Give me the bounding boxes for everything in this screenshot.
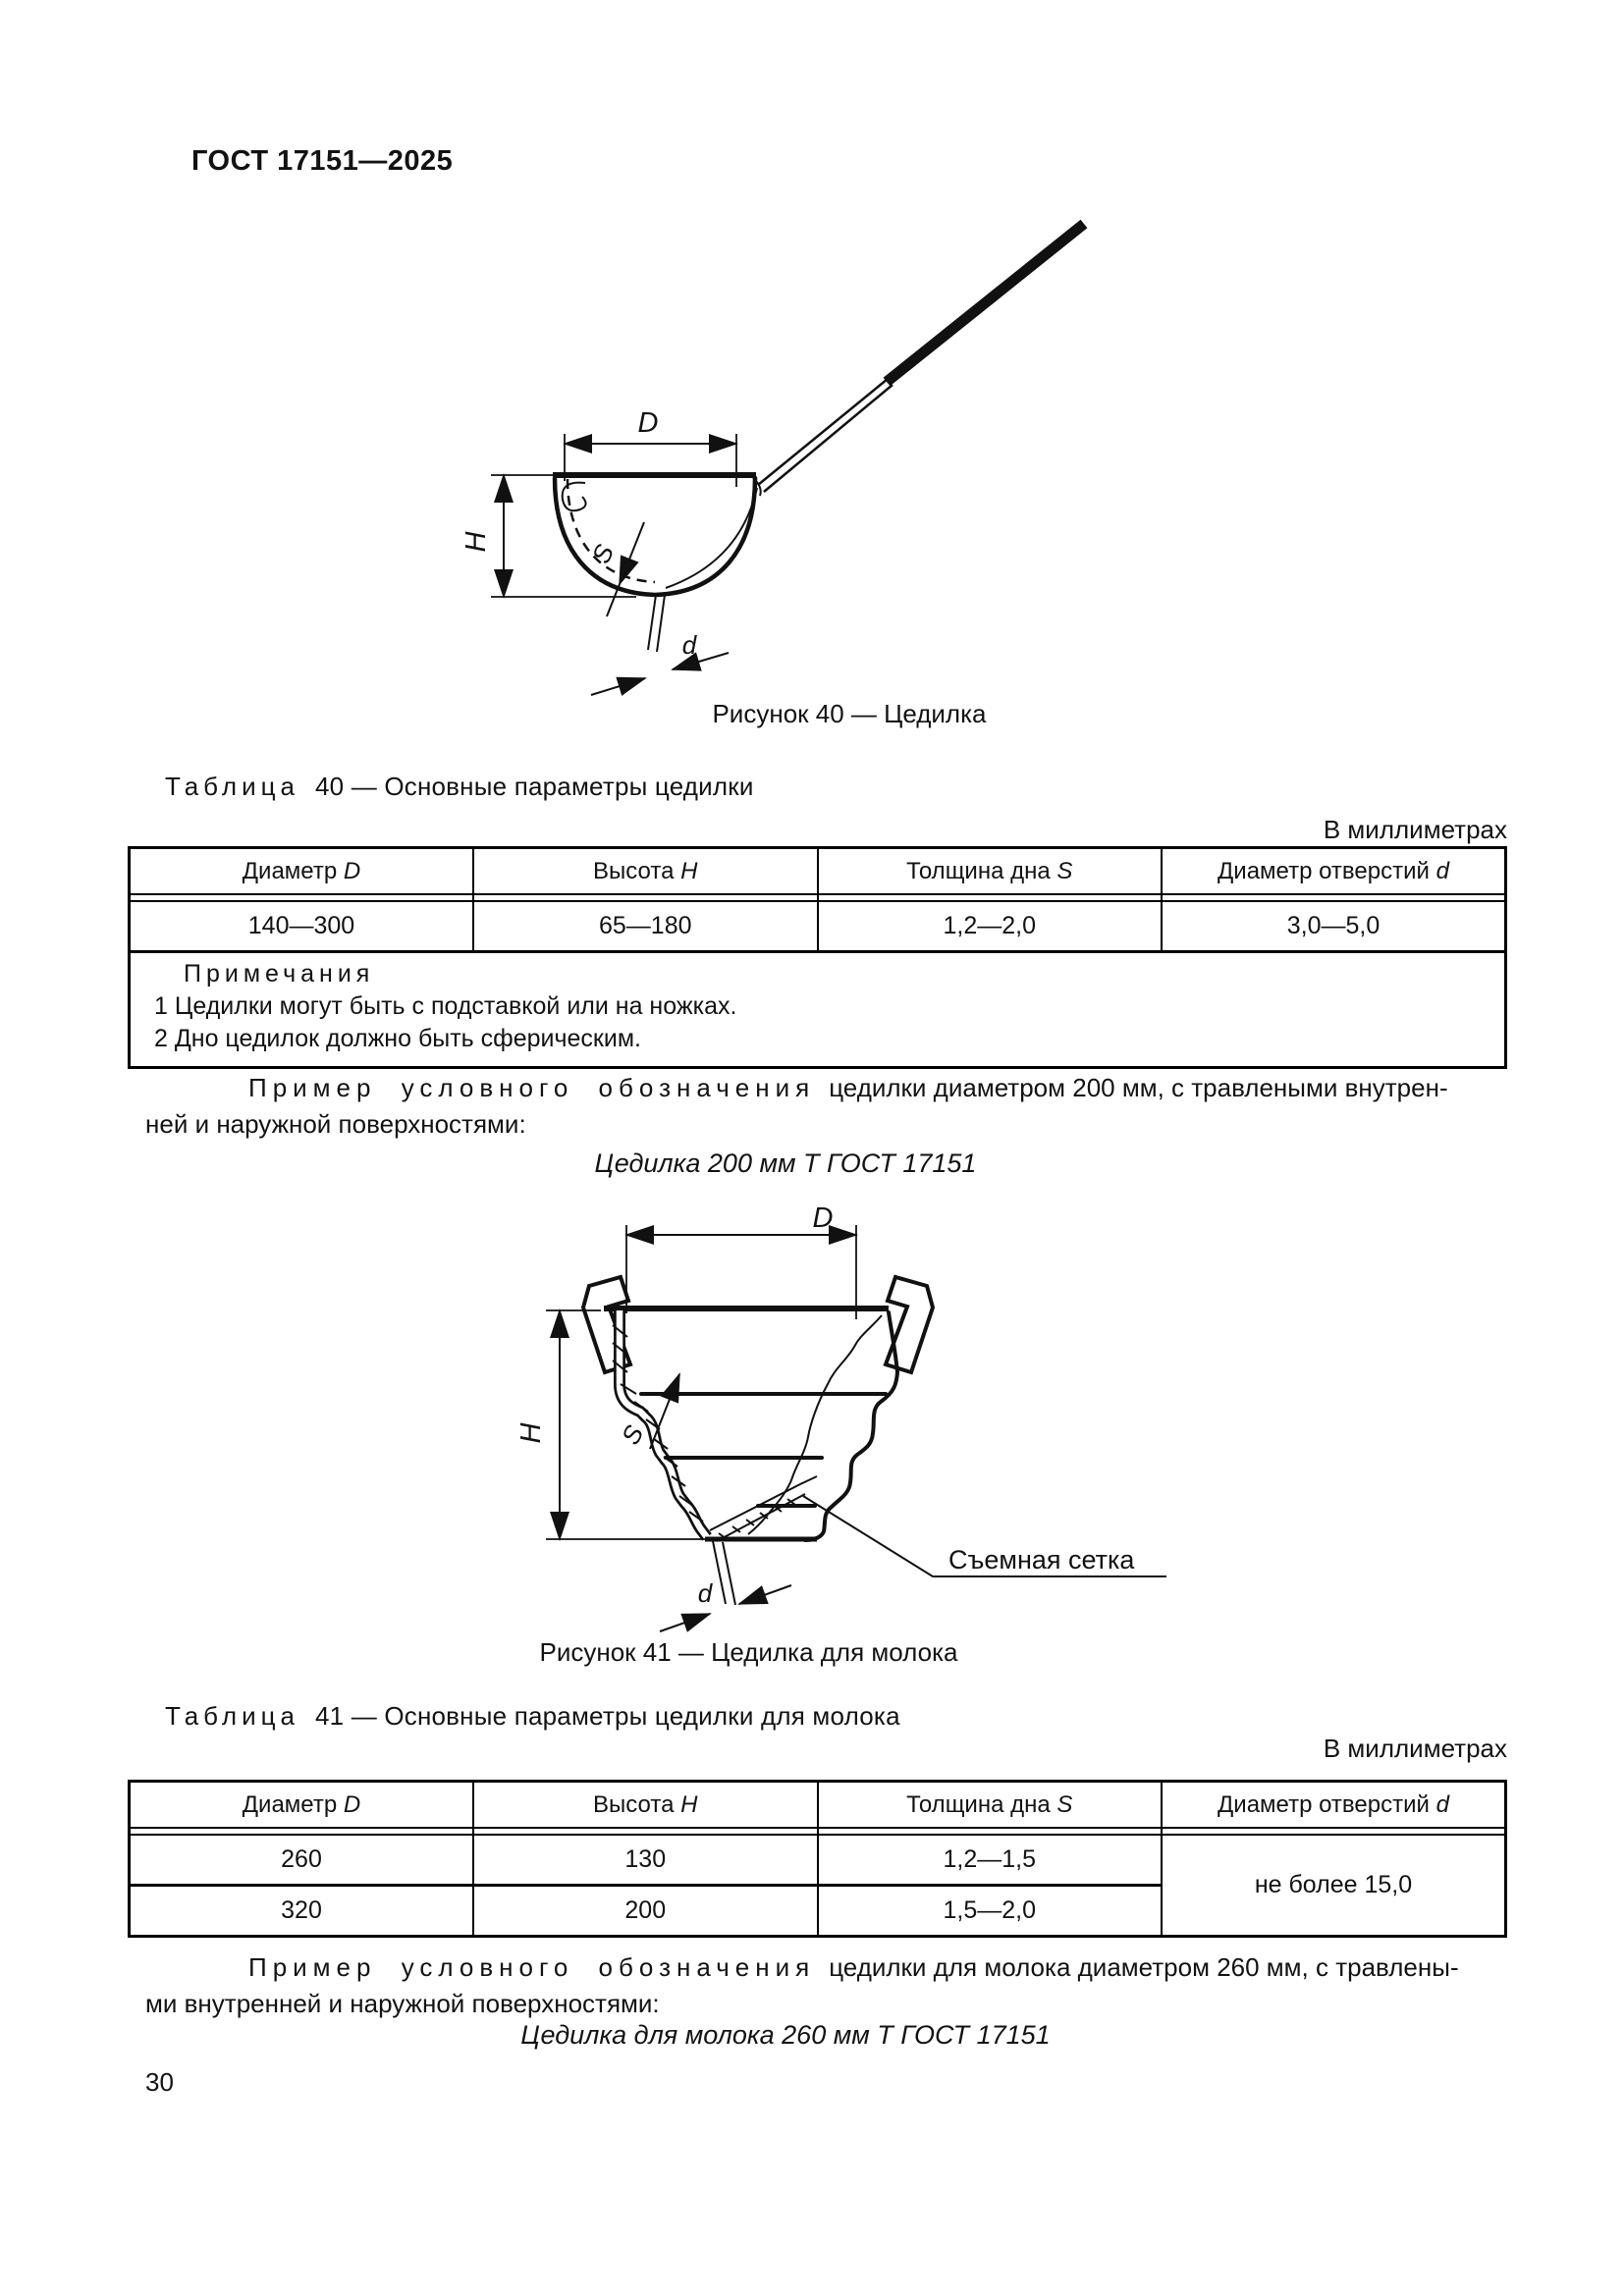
- label-H: H: [515, 1422, 547, 1444]
- dimension-d: [660, 1541, 791, 1631]
- header-divider: [130, 1828, 1506, 1835]
- label-H: H: [460, 531, 492, 553]
- table-41-title: Таблица 41 — Основные параметры цедилки для молока: [165, 1701, 900, 1731]
- cell-diameter: 140—300: [247, 912, 355, 939]
- header-divider: [130, 894, 1506, 901]
- figure-41-caption: Рисунок 41 — Цедилка для молока: [539, 1637, 958, 1667]
- label-S: S: [585, 539, 621, 568]
- notes-title: Примечания: [184, 960, 375, 988]
- mesh-label: Съемная сетка: [948, 1545, 1135, 1575]
- cell-diameter: 260: [281, 1845, 322, 1873]
- label-D: D: [637, 407, 659, 439]
- col-header: Толщина дна S: [818, 848, 1163, 895]
- label-d: d: [681, 630, 697, 660]
- example-40-paragraph: Пример условного обозначения цедилки диаметром 200 мм, с травлеными внутрен- ней и наружной поверхностями:: [145, 1073, 1448, 1139]
- mesh-callout: [803, 1496, 1166, 1576]
- bowl: [553, 475, 757, 652]
- cell-height: 65—180: [473, 901, 818, 952]
- note-item: 1 Цедилки могут быть с подставкой или на ножках.: [154, 992, 737, 1020]
- table-41: [128, 1780, 1507, 1938]
- dimension-d: [591, 630, 729, 695]
- example-lead: Пример условного обозначения: [248, 1952, 816, 1982]
- note-item: 2 Дно цедилок должно быть сферическим.: [154, 1025, 641, 1052]
- table-word: Таблица: [165, 772, 299, 801]
- designation-40: Цедилка 200 мм Т ГОСТ 17151: [594, 1148, 977, 1178]
- cell-height: 130: [473, 1835, 818, 1886]
- cell-thickness: 1,2—2,0: [818, 901, 1163, 952]
- cell-diameter: 320: [130, 1886, 474, 1937]
- notes-row: [130, 952, 1506, 1068]
- mesh-band: [710, 1476, 817, 1541]
- rim-hook: [563, 483, 586, 511]
- handle: [753, 224, 1084, 496]
- example-41-paragraph: Пример условного обозначения цедилки для молока диаметром 260 мм, с травлены- ми внутренней и наружной поверхностями:: [145, 1952, 1459, 2018]
- page-number: 30: [145, 2067, 174, 2097]
- label-d: d: [697, 1578, 713, 1608]
- cell-height: 200: [473, 1886, 818, 1937]
- col-header: Высота H: [473, 848, 818, 895]
- cell-thickness: 1,2—1,5: [818, 1835, 1163, 1886]
- col-header: Толщина дна S: [818, 1782, 1163, 1829]
- cell-hole-diameter-merged: не более 15,0: [1162, 1835, 1506, 1937]
- units-note: В миллиметрах: [1323, 1734, 1507, 1763]
- dimension-H: [460, 475, 636, 597]
- table-word: Таблица: [165, 1701, 299, 1731]
- figure-40-drawing: [461, 196, 1129, 687]
- table-40-header-row: [130, 848, 1506, 895]
- table-40: [128, 846, 1507, 1069]
- col-header: Диаметр отверстий d: [1162, 848, 1506, 895]
- figure-40-caption: Рисунок 40 — Цедилка: [712, 699, 987, 728]
- units-note: В миллиметрах: [1323, 815, 1507, 844]
- dimension-D: [626, 1202, 856, 1319]
- table-41-header-row: [130, 1782, 1506, 1829]
- col-header: Диаметр отверстий d: [1162, 1782, 1506, 1829]
- label-S: S: [615, 1420, 650, 1450]
- callout-S: [586, 522, 644, 616]
- right-hook: [886, 1277, 933, 1372]
- cell-hole-diameter: 3,0—5,0: [1162, 901, 1506, 952]
- vessel-body: [583, 1277, 933, 1541]
- cell-thickness: 1,5—2,0: [818, 1886, 1163, 1937]
- label-D: D: [812, 1202, 834, 1234]
- example-lead: Пример условного обозначения: [248, 1073, 816, 1102]
- dimension-H: [515, 1310, 705, 1539]
- table-40-title: Таблица 40 — Основные параметры цедилки: [165, 772, 754, 801]
- table-row: [130, 901, 1506, 952]
- col-header: Высота H: [473, 1782, 818, 1829]
- col-header: Диаметр D: [242, 1791, 361, 1818]
- col-header: Диаметр D: [242, 858, 361, 884]
- standard-number: ГОСТ 17151—2025: [191, 145, 454, 177]
- designation-41: Цедилка для молока 260 мм Т ГОСТ 17151: [520, 2020, 1051, 2050]
- table-row: [130, 1835, 1506, 1886]
